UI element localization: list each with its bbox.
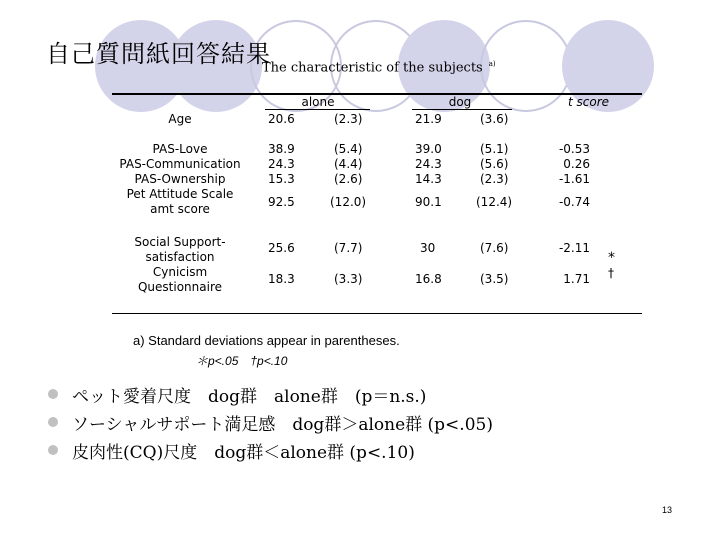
bullet-item bbox=[48, 380, 493, 408]
header-t-score bbox=[568, 95, 609, 109]
table-top-rule bbox=[112, 93, 642, 95]
row-age-alone-mean: 20.6 bbox=[268, 112, 295, 126]
row-age-alone-sd: (2.3) bbox=[334, 112, 363, 126]
row-cynicism-dog-mean: 16.8 bbox=[415, 272, 442, 286]
row-cynicism-t: 1.71 bbox=[563, 272, 590, 286]
row-cynicism-alone-sd: (3.3) bbox=[334, 272, 363, 286]
row-social-support-alone-sd: (7.7) bbox=[334, 241, 363, 255]
row-pas-own-alone-mean: 15.3 bbox=[268, 172, 295, 186]
table-caption bbox=[262, 60, 496, 75]
page-number: 13 bbox=[662, 505, 673, 515]
row-pet-attitude-dog-mean: 90.1 bbox=[415, 195, 442, 209]
row-pas-own-dog-sd: (2.3) bbox=[480, 172, 509, 186]
row-pas-love-alone-sd: (5.4) bbox=[334, 142, 363, 156]
header-t-score-text: t score bbox=[568, 95, 610, 109]
bullet-dot-icon bbox=[48, 417, 58, 427]
row-social-support-dog-mean: 30 bbox=[420, 241, 436, 255]
row-pas-own-dog-mean: 14.3 bbox=[415, 172, 442, 186]
row-age-label: Age bbox=[168, 112, 192, 126]
header-dog-underline bbox=[412, 109, 512, 110]
header-dog: dog bbox=[448, 95, 472, 109]
row-pas-love-dog-sd: (5.1) bbox=[480, 142, 509, 156]
bullet-list bbox=[48, 380, 493, 464]
row-social-support-mark: * bbox=[608, 250, 615, 266]
table-caption-text: The characteristic of the subjects bbox=[262, 60, 483, 76]
row-pas-comm-t: 0.26 bbox=[563, 157, 590, 171]
bullet-text: ペット愛着尺度 dog群 alone群 (p＝n.s.) bbox=[72, 386, 427, 407]
row-pet-attitude-label-1: Pet Attitude Scale bbox=[126, 187, 234, 201]
row-pet-attitude-label-2: amt score bbox=[150, 202, 210, 216]
row-social-support-alone-mean: 25.6 bbox=[268, 241, 295, 255]
header-alone-underline bbox=[265, 109, 370, 110]
row-pas-own-label: PAS-Ownership bbox=[134, 172, 226, 186]
row-pas-love-dog-mean: 39.0 bbox=[415, 142, 442, 156]
bullet-dot-icon bbox=[48, 389, 58, 399]
row-cynicism-label-2: Questionnaire bbox=[137, 280, 223, 294]
row-pas-comm-dog-mean: 24.3 bbox=[415, 157, 442, 171]
row-pas-own-t: -1.61 bbox=[558, 172, 590, 186]
row-pas-comm-label: PAS-Communication bbox=[119, 157, 241, 171]
row-pet-attitude-dog-sd: (12.4) bbox=[476, 195, 513, 209]
bullet-text: ソーシャルサポート満足感 dog群＞alone群 (p<.05) bbox=[72, 414, 493, 435]
row-social-support-dog-sd: (7.6) bbox=[480, 241, 509, 255]
row-cynicism-dog-sd: (3.5) bbox=[480, 272, 509, 286]
row-pas-comm-dog-sd: (5.6) bbox=[480, 157, 509, 171]
table-caption-note: a) bbox=[488, 60, 496, 68]
row-cynicism-mark: † bbox=[608, 266, 614, 280]
row-pas-comm-alone-mean: 24.3 bbox=[268, 157, 295, 171]
slide-title: 自己質問紙回答結果 bbox=[46, 40, 271, 68]
bullet-item bbox=[48, 436, 493, 464]
table-footnote: a) Standard deviations appear in parentheses. bbox=[133, 333, 400, 348]
row-cynicism-alone-mean: 18.3 bbox=[268, 272, 295, 286]
row-social-support-t: -2.11 bbox=[558, 241, 590, 255]
row-social-support-label-2: satisfaction bbox=[145, 250, 215, 264]
table-bottom-rule bbox=[112, 313, 642, 314]
row-pas-comm-alone-sd: (4.4) bbox=[334, 157, 363, 171]
row-pet-attitude-alone-mean: 92.5 bbox=[268, 195, 295, 209]
row-age-dog-sd: (3.6) bbox=[480, 112, 509, 126]
row-pas-love-t: -0.53 bbox=[558, 142, 590, 156]
header-alone: alone bbox=[301, 95, 335, 109]
bullet-dot-icon bbox=[48, 445, 58, 455]
significance-note: ＊p<.05 †p<.10 bbox=[196, 354, 288, 368]
row-pas-love-alone-mean: 38.9 bbox=[268, 142, 295, 156]
bullet-text: 皮肉性(CQ)尺度 dog群＜alone群 (p<.10) bbox=[72, 442, 415, 463]
row-age-dog-mean: 21.9 bbox=[415, 112, 442, 126]
row-pas-own-alone-sd: (2.6) bbox=[334, 172, 363, 186]
row-cynicism-label-1: Cynicism bbox=[152, 265, 208, 279]
row-social-support-label-1: Social Support- bbox=[134, 235, 226, 249]
row-pas-love-label: PAS-Love bbox=[152, 142, 208, 156]
row-pet-attitude-alone-sd: (12.0) bbox=[330, 195, 367, 209]
row-pet-attitude-t: -0.74 bbox=[558, 195, 590, 209]
bullet-item bbox=[48, 408, 493, 436]
